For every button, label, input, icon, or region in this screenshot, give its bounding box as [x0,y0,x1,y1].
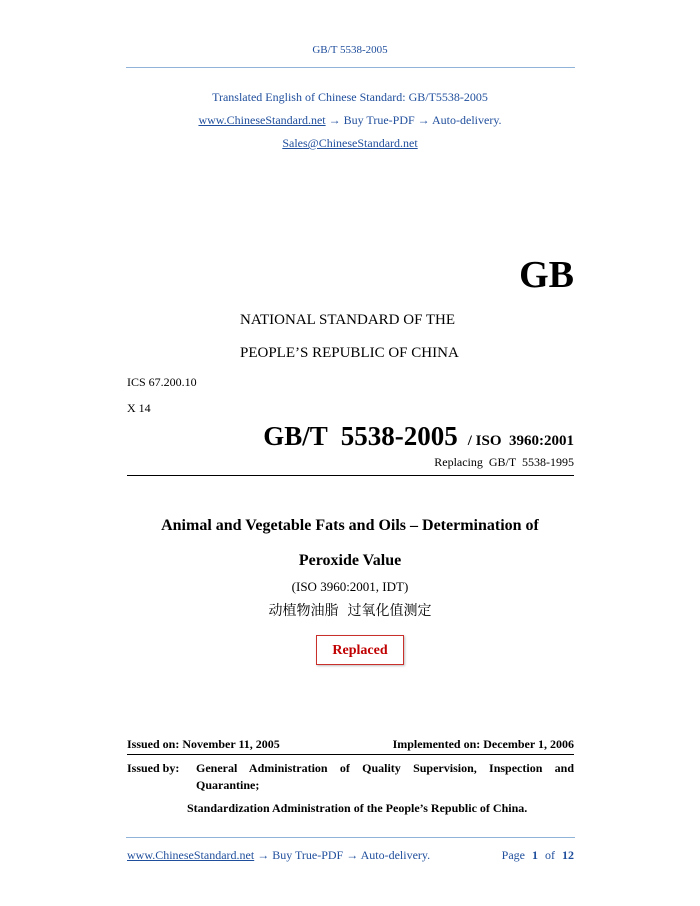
issued-on: Issued on: November 11, 2005 [127,737,280,751]
status-badge-label: Replaced [332,643,388,658]
issued-by-authority-1 [196,761,574,776]
issued-by-authority-1-cont: Quarantine; [196,778,260,792]
page-indicator [450,848,574,863]
promo-line-1 [0,90,700,105]
footer-delivery-text: Auto-delivery. [360,848,431,862]
chinese-title: 动植物油脂 过氧化值测定 [268,603,432,619]
page-total: 12 [562,848,574,862]
promo-text: Translated English of Chinese Standard: GB/T5538-2005 [212,90,488,104]
gb-mark: GB [519,254,574,296]
national-line-2: PEOPLE’S REPUBLIC OF CHINA [240,345,459,361]
arrow-icon: → [257,848,270,862]
footer-rule [126,837,575,838]
issued-by-label: Issued by: [127,761,180,775]
promo-line-3 [0,136,700,151]
issue-rule [127,754,574,755]
promo-site-link[interactable]: www.ChineseStandard.net [198,113,326,127]
promo-delivery-text: Auto-delivery. [432,113,502,127]
header-rule [126,67,575,68]
document-title-line-1: Animal and Vegetable Fats and Oils – Determination of [161,517,539,534]
iso-equivalent-number: / ISO 3960:2001 [467,433,574,449]
promo-email-link[interactable]: Sales@ChineseStandard.net [282,136,418,150]
page-of-label: of [545,848,555,862]
footer-buy-text: Buy True-PDF [272,848,344,862]
replacing-note: Replacing GB/T 5538-1995 [434,455,574,469]
arrow-icon: → [417,113,430,127]
promo-line-2 [0,113,700,128]
iso-equivalence: (ISO 3960:2001, IDT) [291,579,409,594]
page-label: Page [501,848,525,862]
issued-by-authority-1-text: General Administration of Quality Supervision, Inspection and [196,761,574,775]
running-header [0,44,700,56]
document-title-line-2: Peroxide Value [298,552,402,569]
running-title: GB/T 5538-2005 [312,44,388,56]
status-badge [316,635,404,665]
implemented-on: Implemented on: December 1, 2006 [392,737,574,751]
standard-number-line [200,421,574,452]
class-code: X 14 [127,401,151,415]
page-number: 1 [532,848,538,862]
issued-by-authority-2: Standardization Administration of the People’s Republic of China. [187,801,528,815]
standard-rule [127,475,574,476]
arrow-icon: → [328,113,341,127]
footer-promo [127,848,430,863]
footer-site-link[interactable]: www.ChineseStandard.net [127,848,255,862]
arrow-icon: → [346,848,359,862]
standard-number: GB/T 5538-2005 [263,421,458,451]
promo-buy-text: Buy True-PDF [343,113,415,127]
national-line-1: NATIONAL STANDARD OF THE [240,312,456,328]
ics-code: ICS 67.200.10 [127,375,197,389]
